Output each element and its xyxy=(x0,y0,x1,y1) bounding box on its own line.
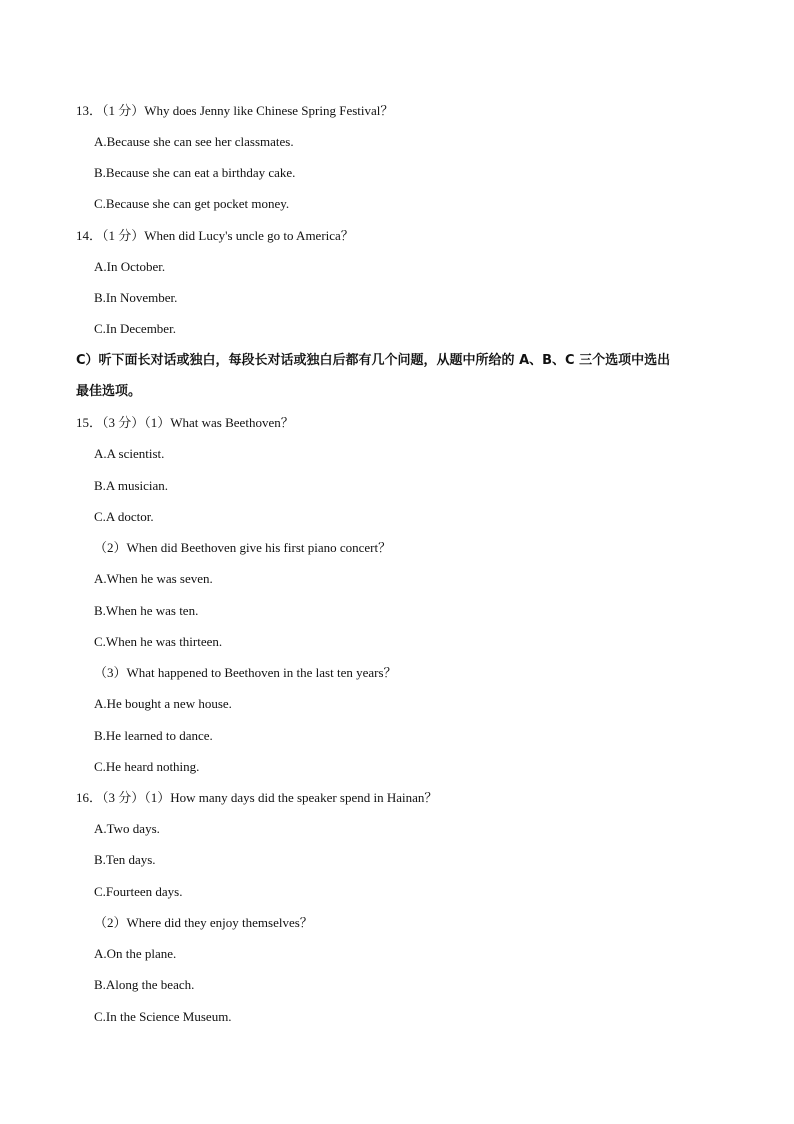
question-15-2-option-a: A.When he was seven. xyxy=(94,571,213,586)
question-16-1-option-c: C.Fourteen days. xyxy=(94,884,183,899)
question-15-3-option-b: B.He learned to dance. xyxy=(94,728,213,743)
section-c-instruction-line-1: C）听下面长对话或独白，每段长对话或独白后都有几个问题，从题中所给的 A、B、C 三个选项中选出 xyxy=(76,353,671,368)
question-14-stem: 14．（1 分）When did Lucy's uncle go to America？ xyxy=(76,228,354,243)
question-16-2-option-b: B.Along the beach. xyxy=(94,977,195,992)
question-16-stem: 16．（3 分）（1）How many days did the speaker spend in Hainan？ xyxy=(76,790,438,805)
question-15-1-option-c: C.A doctor. xyxy=(94,509,154,524)
question-13-option-c: C.Because she can get pocket money. xyxy=(94,196,290,211)
question-15-1-option-a: A.A scientist. xyxy=(94,446,165,461)
question-13-option-b: B.Because she can eat a birthday cake. xyxy=(94,165,296,180)
section-c-instruction-line-2: 最佳选项。 xyxy=(76,384,142,399)
question-15-2-option-b: B.When he was ten. xyxy=(94,603,199,618)
question-16-2-option-c: C.In the Science Museum. xyxy=(94,1009,232,1024)
question-15-sub-2: （2）When did Beethoven give his first piano concert？ xyxy=(94,540,392,555)
question-16-sub-2: （2）Where did they enjoy themselves？ xyxy=(94,915,313,930)
question-14-option-b: B.In November. xyxy=(94,290,178,305)
question-16-2-option-a: A.On the plane. xyxy=(94,946,177,961)
question-15-3-option-c: C.He heard nothing. xyxy=(94,759,200,774)
question-15-2-option-c: C.When he was thirteen. xyxy=(94,634,223,649)
question-15-3-option-a: A.He bought a new house. xyxy=(94,696,232,711)
question-13-stem: 13．（1 分）Why does Jenny like Chinese Spring Festival？ xyxy=(76,103,394,118)
question-14-option-a: A.In October. xyxy=(94,259,166,274)
question-16-1-option-a: A.Two days. xyxy=(94,821,160,836)
question-14-option-c: C.In December. xyxy=(94,321,176,336)
question-15-sub-3: （3）What happened to Beethoven in the last ten years？ xyxy=(94,665,397,680)
question-16-1-option-b: B.Ten days. xyxy=(94,852,156,867)
question-13-option-a: A.Because she can see her classmates. xyxy=(94,134,294,149)
question-15-1-option-b: B.A musician. xyxy=(94,478,169,493)
question-15-stem: 15．（3 分）（1）What was Beethoven？ xyxy=(76,415,294,430)
